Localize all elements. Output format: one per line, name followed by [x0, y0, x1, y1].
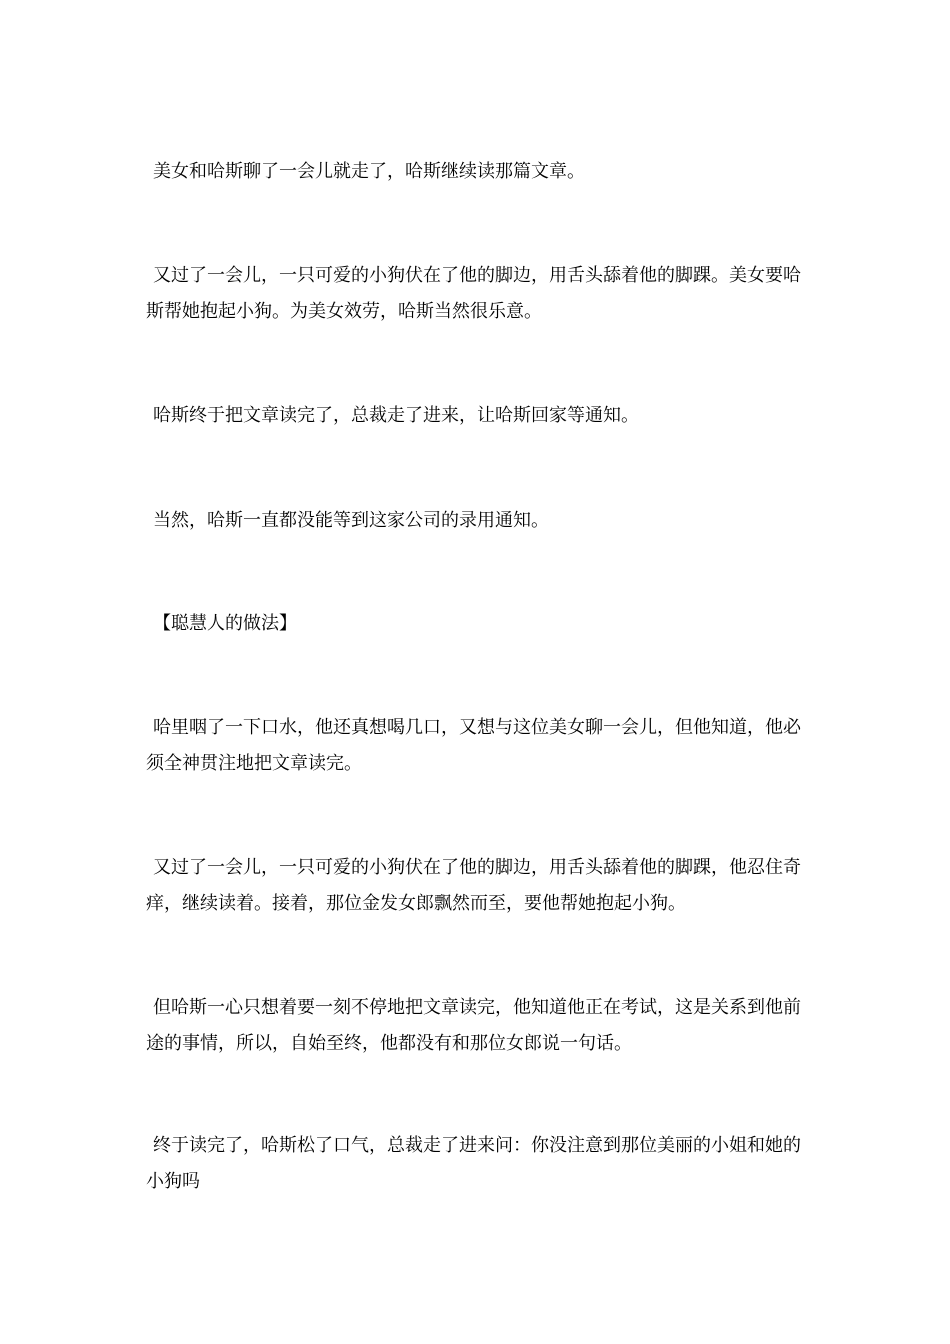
paragraph-7: 但哈斯一心只想着要一刻不停地把文章读完，他知道他正在考试，这是关系到他前途的事情，所以，自始至终，他都没有和那位女郎说一句话。 — [146, 997, 801, 1054]
paragraph-5: 哈里咽了一下口水，他还真想喝几口，又想与这位美女聊一会儿，但他知道，他必须全神贯注地把文章读完。 — [146, 717, 801, 774]
paragraph-1: 美女和哈斯聊了一会儿就走了，哈斯继续读那篇文章。 — [153, 161, 585, 182]
section-heading: 【聪慧人的做法】 — [153, 613, 297, 634]
paragraph-6: 又过了一会儿，一只可爱的小狗伏在了他的脚边，用舌头舔着他的脚踝，他忍住奇痒，继续读着。接着，那位金发女郎飘然而至，要他帮她抱起小狗。 — [146, 857, 801, 914]
paragraph-4: 当然，哈斯一直都没能等到这家公司的录用通知。 — [153, 510, 549, 531]
paragraph-8: 终于读完了，哈斯松了口气，总裁走了进来问：你没注意到那位美丽的小姐和她的小狗吗 — [146, 1135, 801, 1192]
paragraph-3: 哈斯终于把文章读完了，总裁走了进来，让哈斯回家等通知。 — [153, 405, 639, 426]
paragraph-2: 又过了一会儿，一只可爱的小狗伏在了他的脚边，用舌头舔着他的脚踝。美女要哈斯帮她抱起小狗。为美女效劳，哈斯当然很乐意。 — [146, 265, 801, 322]
